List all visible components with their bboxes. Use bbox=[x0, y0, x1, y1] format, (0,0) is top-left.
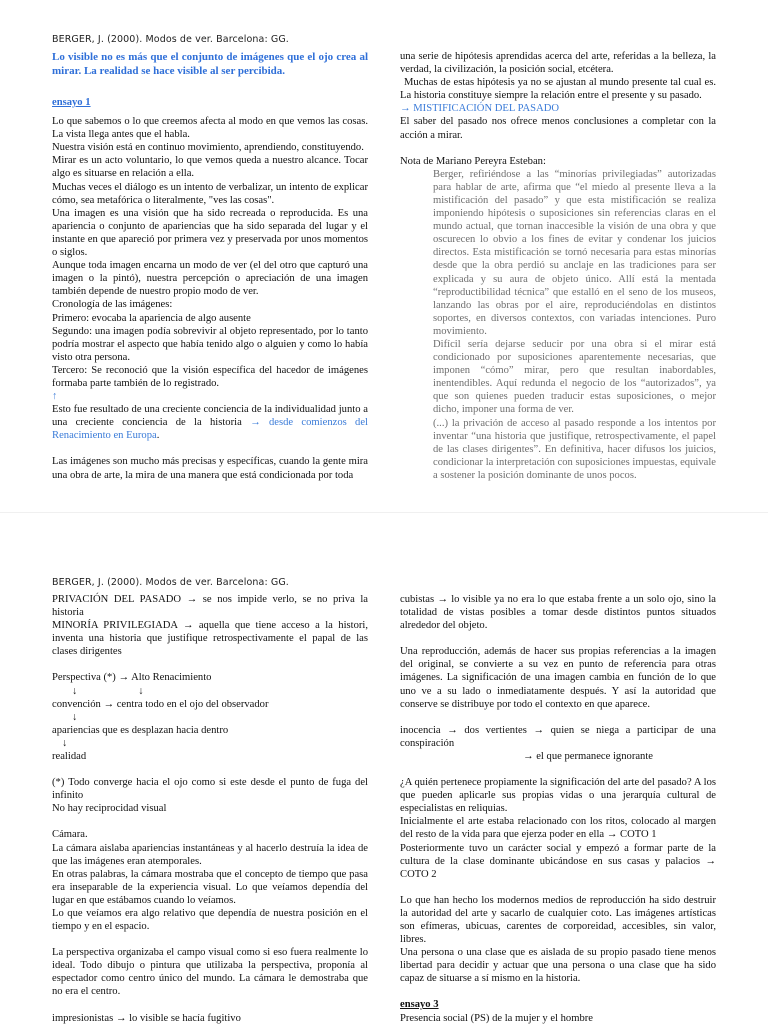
individuality-text: Esto fue resultado de una creciente conciencia de la individualidad junto a una creciente conciencia de la historia bbox=[52, 404, 368, 429]
note-paragraph: Berger, refiriéndose a las “minorías privilegiadas” autorizadas para hablar de arte, afirma que “el miedo al presente lleva a la mistificación del pasado” y que esta mistificación se realiza imponiendo hipótesis o suposiciones sin referencias claras en el mundo actual, que tornan inaccesible la visión de una obra y que oscurecen lo obvio a los fines de evitar y condenar los juicios directos. Esta mistificación se tornó necesaria para estas minorías desde que la obra perdió su anclaje en las tradiciones para ser explicada y su aura de objeto único. Allí está la mentada “reproductibilidad técnica” que estalló en el seno de los museos, lanzando las obras por el aire, reproduciéndolas en distintos soportes, en diversos contextos, con variadas intenciones. Puro movimiento. bbox=[433, 168, 716, 337]
paragraph: Lo que sabemos o lo que creemos afecta al modo en que vemos las cosas. La vista llega antes que el habla. bbox=[52, 116, 368, 141]
renacimiento-link: desde comienzos del Renacimiento en Europa bbox=[52, 417, 368, 442]
paragraph bbox=[52, 403, 368, 442]
period: . bbox=[156, 430, 160, 442]
paragraph: impresionistas → lo visible se hacía fugitivo bbox=[52, 1012, 241, 1024]
page2-left-column bbox=[52, 593, 368, 1025]
flow-arrow: ↓ bbox=[62, 737, 68, 749]
paragraph: Una reproducción, además de hacer sus propias referencias a la imagen del original, se convierte a su vez en punto de referencia para otras imágenes. La significación de una imagen cambia en función de lo que uno ve a su lado o inmediatamente después. Y así la autoridad que conserve se distribuye por todo el contexto en que aparece. bbox=[400, 646, 716, 710]
paragraph: Segundo: una imagen podía sobrevivir al objeto representado, por lo tanto podría mostrar el aspecto que había tenido algo o alguien y como lo había visto otra persona. bbox=[52, 325, 368, 363]
page1-right-column bbox=[400, 50, 716, 482]
arrow-up-glyph: ↑ bbox=[52, 391, 58, 403]
paragraph: En otras palabras, la cámara mostraba que el concepto de tiempo que pasa era inseparable de la experiencia visual. Lo que veíamos dependía del lugar en que estábamos cuando lo veíamos. bbox=[52, 868, 368, 906]
flow-arrow: ↓ bbox=[72, 711, 78, 723]
paragraph: Posteriormente tuvo un carácter social y empezó a formar parte de la cultura de la clase dominante ubicándose en sus casas y palacios → COTO 2 bbox=[400, 842, 716, 880]
paragraph: PRIVACIÓN DEL PASADO → se nos impide verlo, se no priva la historia bbox=[52, 594, 368, 619]
paragraph: Tercero: Se reconoció que la visión específica del hacedor de imágenes formaba parte también de lo registrado. bbox=[52, 364, 368, 389]
paragraph: Cronología de las imágenes: bbox=[52, 299, 173, 311]
camera-title: Cámara. bbox=[52, 829, 88, 841]
paragraph: ¿A quién pertenece propiamente la significación del arte del pasado? A los que pueden aplicarle sus propias vidas o una jerarquía cultural de especialistas en reliquias. bbox=[400, 777, 716, 815]
paragraph: Mirar es un acto voluntario, lo que vemos queda a nuestro alcance. Tocar algo es situarse en relación a ella. bbox=[52, 155, 368, 180]
paragraph: Lo que han hecho los modernos medios de reproducción ha sido destruir la autoridad del arte y sacarlo de cualquier coto. Las imágenes artísticas son efímeras, ubicuas, carentes de corporeidad, accesibles, sin valor, libres. bbox=[400, 894, 716, 946]
mistificacion-heading: → MISTIFICACIÓN DEL PASADO bbox=[400, 103, 560, 115]
paragraph: Una imagen es una visión que ha sido recreada o reproducida. Es una apariencia o conjunto de apariencias que ha sido separada del lugar y el instante en que apareció por primera vez y preservada por unos momentos o siglos. bbox=[52, 207, 368, 259]
paragraph: Las imágenes son mucho más precisas y específicas, cuando la gente mira una obra de arte, la mira de una manera que está condicionada por toda bbox=[52, 456, 368, 481]
ensayo-1-heading: ensayo 1 bbox=[52, 97, 91, 108]
paragraph: MINORÍA PRIVILEGIADA → aquella que tiene acceso a la histori, inventa una historia que justifique retrospectivamente el papal de las clases dirigentes bbox=[52, 620, 368, 658]
note-paragraph: (...) la privación de acceso al pasado responde a los intentos por inventar “una historia que justifique, retrospectivamente, el papel de las clases dirigentes”. En definitiva, hacer difusos los juicios, condicionar la interpretación con suposiciones impuestas, equivale a sostener la posición dominante de unos pocos. bbox=[433, 417, 716, 481]
flow-line: Perspectiva (*) → Alto Renacimiento bbox=[52, 672, 212, 684]
page1-left-column bbox=[52, 50, 368, 482]
paragraph: inocencia → dos vertientes → quien se niega a participar de una conspiración bbox=[400, 724, 716, 749]
paragraph: La perspectiva organizaba el campo visual como si eso fuera realmente lo ideal. Todo dibujo o pintura que utilizaba la perspectiva, proponía al espectador como centro único del mundo. La cámara le demostraba que no era el centro. bbox=[52, 947, 368, 998]
paragraph: Lo que veíamos era algo relativo que dependía de nuestra posición en el tiempo y en el espacio. bbox=[52, 907, 368, 933]
footnote: (*) Todo converge hacia el ojo como si este desde el punto de fuga del infinito bbox=[52, 777, 368, 802]
note-block bbox=[433, 168, 716, 482]
citation-header: BERGER, J. (2000). Modos de ver. Barcelona: GG. bbox=[52, 577, 289, 588]
paragraph: El saber del pasado nos ofrece menos conclusiones a completar con la acción a mirar. bbox=[400, 116, 716, 141]
paragraph: Primero: evocaba la apariencia de algo ausente bbox=[52, 312, 251, 324]
page-1 bbox=[0, 0, 768, 512]
paragraph: Presencia social (PS) de la mujer y el hombre bbox=[400, 1012, 593, 1024]
flow-arrows: ↓ ↓ bbox=[72, 685, 144, 697]
ensayo-3-heading: ensayo 3 bbox=[400, 999, 439, 1011]
paragraph: una serie de hipótesis aprendidas acerca del arte, referidas a la belleza, la verdad, la civilización, la posición social, etcétera. bbox=[400, 51, 716, 76]
paragraph: cubistas → lo visible ya no era lo que estaba frente a un solo ojo, sino la totalidad de vistas posibles a tomar desde distintos puntos situados alrededor del objeto. bbox=[400, 594, 716, 632]
flow-line: apariencias que es desplazan hacia dentro bbox=[52, 724, 229, 736]
opening-quote: Lo visible no es más que el conjunto de imágenes que el ojo crea al mirar. La realidad se hace visible al ser percibida. bbox=[52, 51, 368, 77]
paragraph: La cámara aislaba apariencias instantáneas y al hacerlo destruía la idea de que las imágenes eran atemporales. bbox=[52, 842, 368, 867]
paragraph: → el que permanece ignorante bbox=[522, 750, 653, 762]
flow-line: realidad bbox=[52, 751, 87, 763]
paragraph: Muchas de estas hipótesis ya no se ajustan al mundo presente tal cual es. La historia constituye siempre la relación entre el presente y su pasado. bbox=[400, 77, 716, 102]
footnote: No hay reciprocidad visual bbox=[52, 803, 167, 815]
note-title: Nota de Mariano Pereyra Esteban: bbox=[400, 155, 546, 167]
paragraph: Aunque toda imagen encarna un modo de ver (el del otro que capturó una imagen o la pintó), nuestra percepción o apreciación de una imagen también depende de nuestro propio modo de ver. bbox=[52, 260, 368, 298]
paragraph: Muchas veces el diálogo es un intento de verbalizar, un intento de explicar cómo, sea metafórica o literalmente, "ves las cosas". bbox=[52, 181, 368, 206]
paragraph: Una persona o una clase que es aislada de su propio pasado tiene menos libertad para decidir y actuar que una persona o una clase que ha sido capaz de situarse a sí mismo en la historia. bbox=[400, 947, 716, 985]
note-paragraph: Difícil sería dejarse seducir por una obra si el mirar está condicionado por suposiciones aparentemente necesarias, que imponen “cómo” mirar, pero que resultan inabordables, inentendibles. Aquí redunda el negocio de los “autorizados”, ya que son quienes pueden traducir estas suposiciones, o mejor dicho, imponer una forma de ver. bbox=[433, 338, 716, 416]
citation-header: BERGER, J. (2000). Modos de ver. Barcelona: GG. bbox=[52, 34, 289, 45]
arrow-right-glyph: → bbox=[250, 417, 261, 429]
paragraph: Nuestra visión está en continuo movimiento, aprendiendo, constituyendo. bbox=[52, 142, 364, 154]
page2-right-column bbox=[400, 593, 716, 1025]
flow-line: convención → centra todo en el ojo del observador bbox=[52, 698, 269, 710]
paragraph: Inicialmente el arte estaba relacionado con los ritos, colocado al margen del resto de la vida para que ejerza poder en ella → COTO 1 bbox=[400, 816, 716, 841]
page-2 bbox=[0, 512, 768, 1025]
